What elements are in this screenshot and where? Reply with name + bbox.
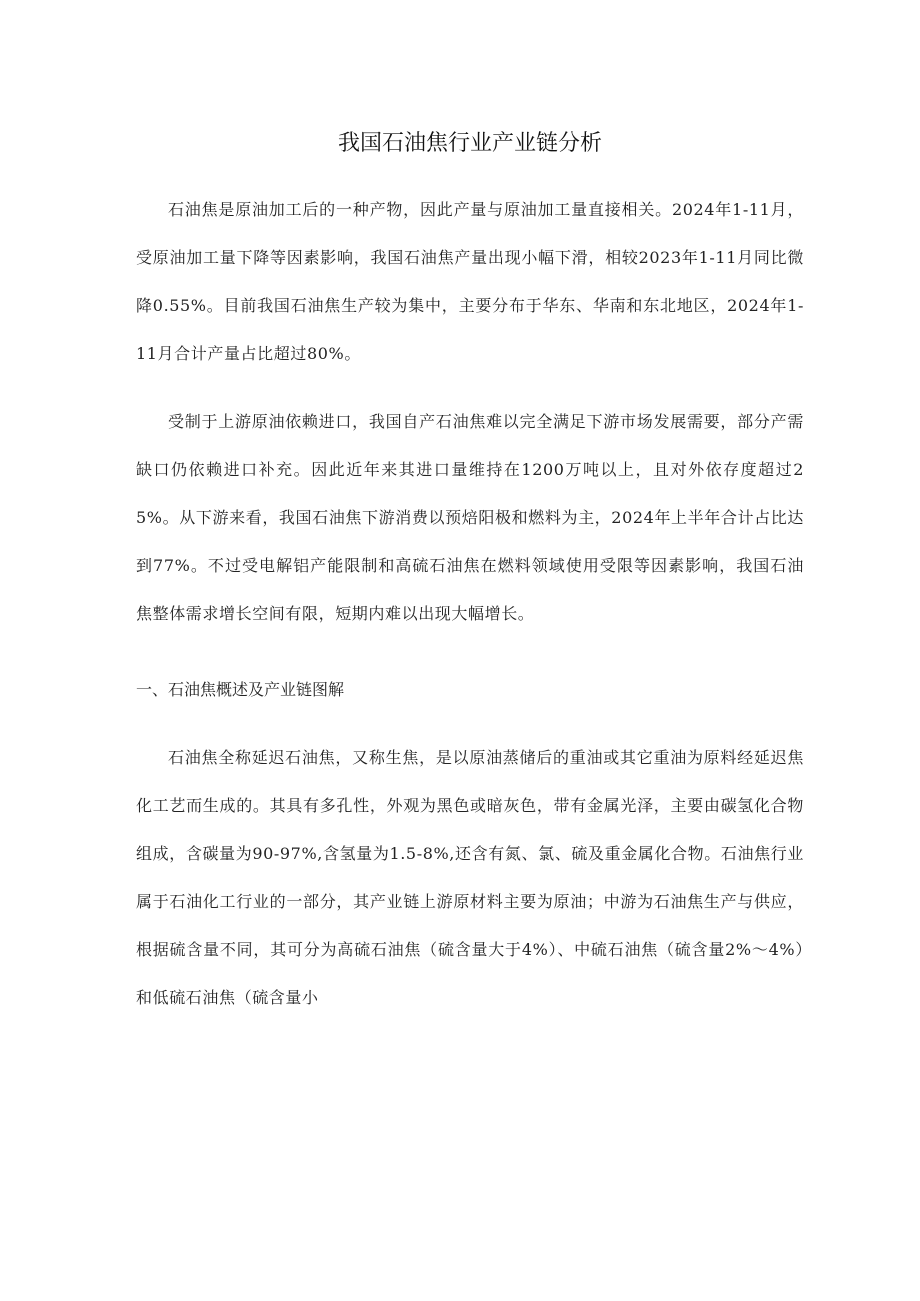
section-heading: 一、石油焦概述及产业链图解: [136, 680, 345, 699]
paragraph-production: 石油焦是原油加工后的一种产物，因此产量与原油加工量直接相关。2024年1-11月，受原油加工量下降等因素影响，我国石油焦产量出现小幅下滑，相较2023年1-11月同比微降0.55%。目前我国石油焦生产较为集中，主要分布于华东、华南和东北地区，2024年1-11月合计产量占比超过80%。: [136, 200, 804, 363]
document-title: 我国石油焦行业产业链分析: [337, 131, 602, 156]
paragraph-import-demand: 受制于上游原油依赖进口，我国自产石油焦难以完全满足下游市场发展需要，部分产需缺口仍依赖进口补充。因此近年来其进口量维持在1200万吨以上，且对外依存度超过25%。从下游来看，我国石油焦下游消费以预焙阳极和燃料为主，2024年上半年合计占比达到77%。不过受电解铝产能限制和高硫石油焦在燃料领域使用受限等因素影响，我国石油焦整体需求增长空间有限，短期内难以出现大幅增长。: [136, 412, 804, 623]
paragraph-overview: 石油焦全称延迟石油焦，又称生焦，是以原油蒸储后的重油或其它重油为原料经延迟焦化工艺而生成的。其具有多孔性，外观为黑色或暗灰色，带有金属光泽，主要由碳氢化合物组成，含碳量为90-97%,含氢量为1.5-8%,还含有氮、氯、硫及重金属化合物。石油焦行业属于石油化工行业的一部分，其产业链上游原材料主要为原油；中游为石油焦生产与供应，根据硫含量不同，其可分为高硫石油焦（硫含量大于4%）、中硫石油焦（硫含量2%～4%）和低硫石油焦（硫含量小: [136, 748, 804, 1007]
